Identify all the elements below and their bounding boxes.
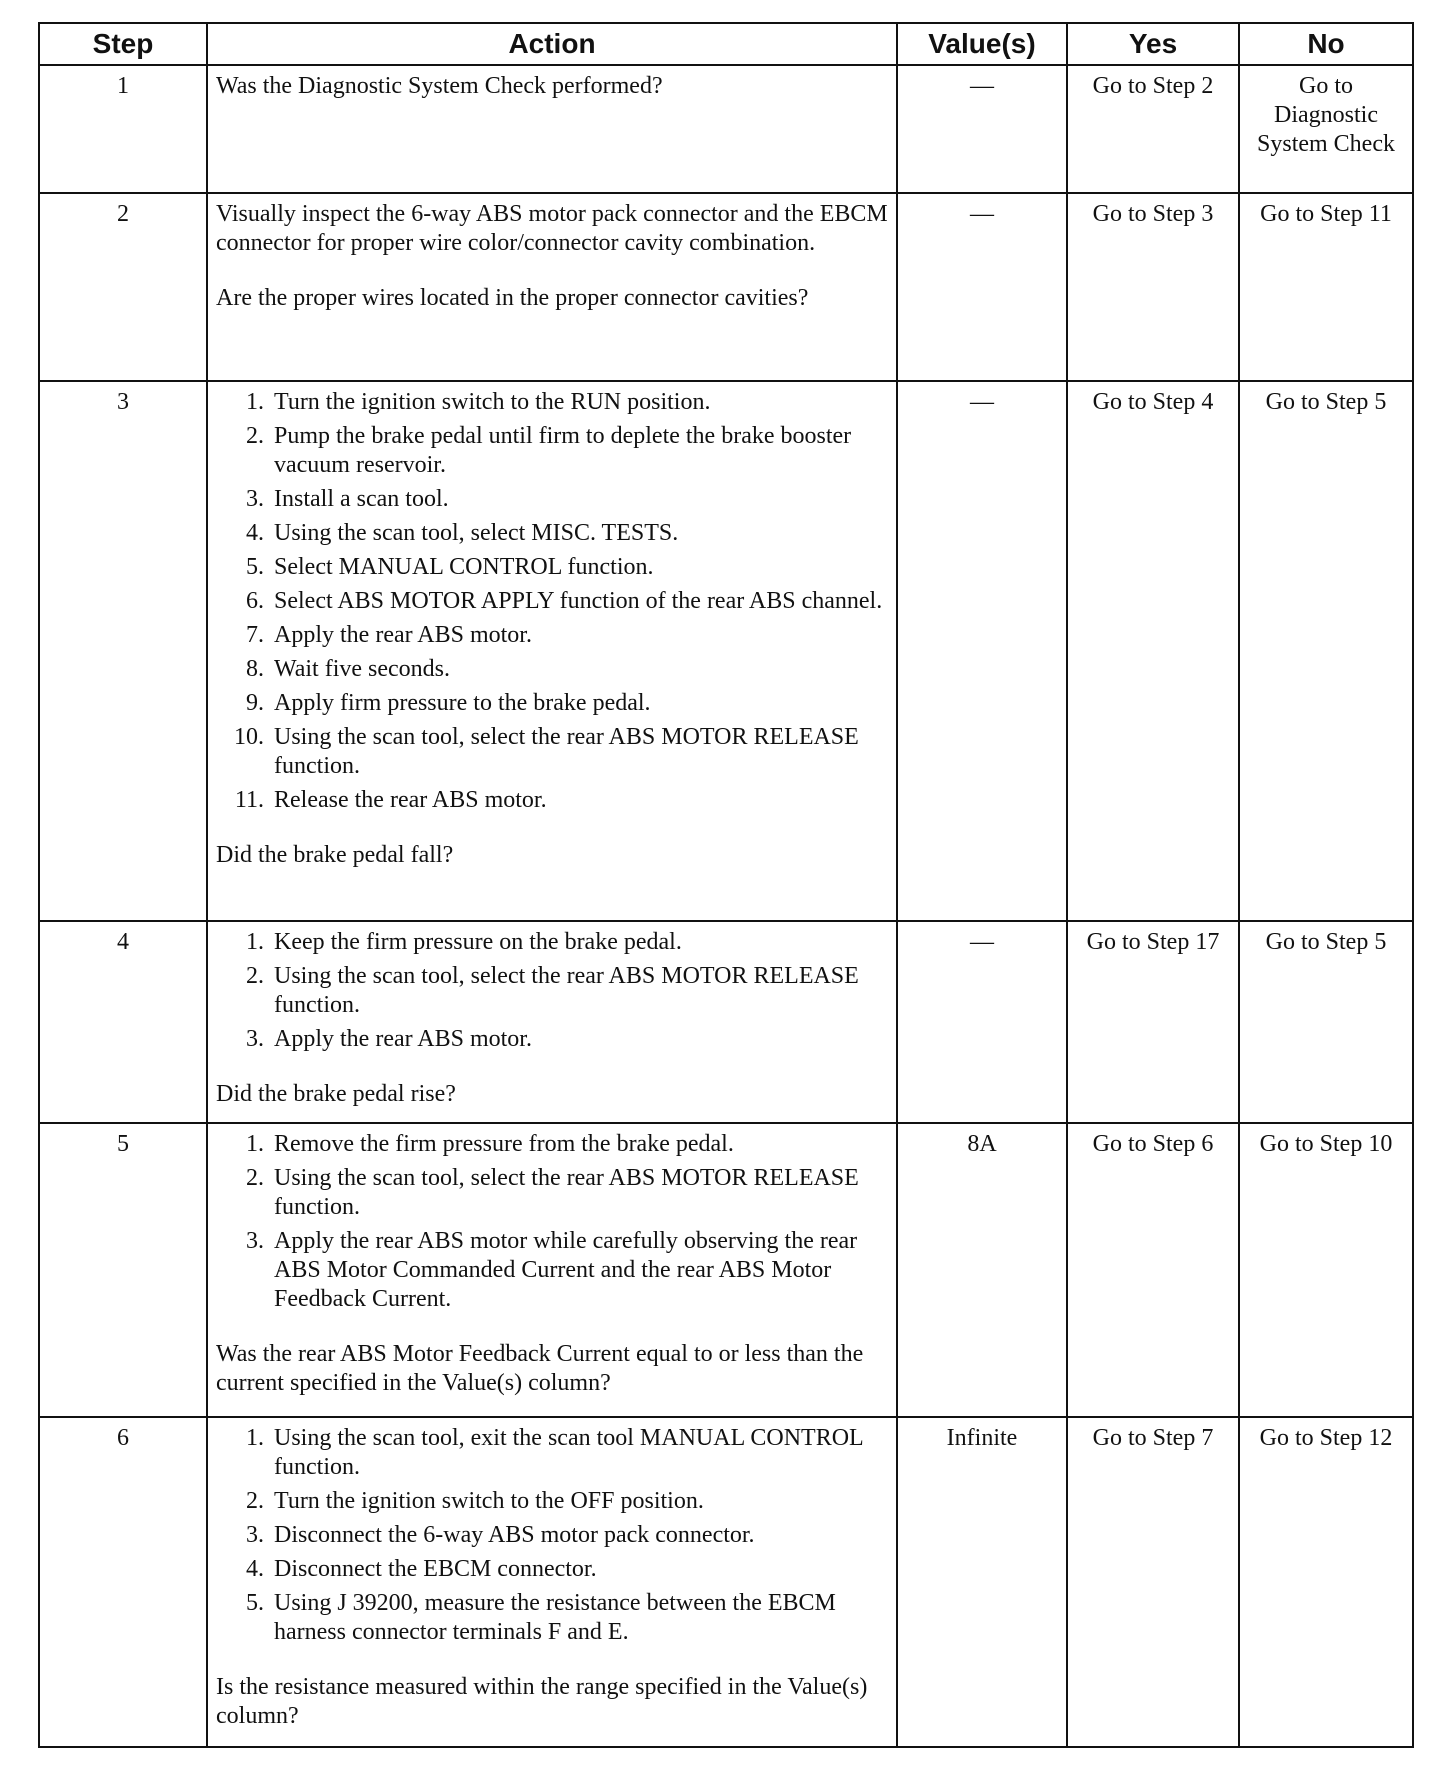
action-step-item: 4. Using the scan tool, select MISC. TESTS. [270,519,888,548]
yes-cell: Go to Step 7 [1067,1417,1239,1747]
action-cell [207,1417,897,1747]
action-step-item: 7. Apply the rear ABS motor. [270,621,888,650]
action-step-item: 2. Using the scan tool, select the rear ABS MOTOR RELEASE function. [270,1164,888,1222]
step-number: 5 [39,1123,207,1417]
action-cell [207,921,897,1123]
value-cell: — [897,193,1067,381]
action-question: Was the rear ABS Motor Feedback Current equal to or less than the current specified in the Value(s) column? [216,1341,864,1396]
no-cell: Go to Step 12 [1239,1417,1413,1747]
action-question: Was the Diagnostic System Check performed? [216,73,663,99]
step-number: 6 [39,1417,207,1747]
header-yes: Yes [1067,23,1239,65]
action-step-item: 9. Apply firm pressure to the brake pedal. [270,689,888,718]
table-row [39,1417,1413,1747]
no-cell: Go to Diagnostic System Check [1239,65,1413,193]
header-action: Action [207,23,897,65]
value-cell: 8A [897,1123,1067,1417]
action-step-list [216,928,888,1054]
action-step-item: 1. Turn the ignition switch to the RUN position. [270,388,888,417]
action-step-list [216,1130,888,1314]
diagnostic-table [38,22,1414,1748]
action-step-list [216,1424,888,1647]
action-step-item: 1. Using the scan tool, exit the scan tool MANUAL CONTROL function. [270,1424,888,1482]
action-intro: Visually inspect the 6-way ABS motor pack connector and the EBCM connector for proper wire color/connector cavity combination. [216,201,888,256]
action-cell [207,65,897,193]
step-number: 1 [39,65,207,193]
action-cell [207,1123,897,1417]
action-step-item: 3. Apply the rear ABS motor while carefully observing the rear ABS Motor Commanded Current and the rear ABS Motor Feedback Current. [270,1227,888,1314]
action-step-item: 3. Disconnect the 6-way ABS motor pack connector. [270,1521,888,1550]
yes-cell: Go to Step 17 [1067,921,1239,1123]
header-values: Value(s) [897,23,1067,65]
action-step-item: 5. Using J 39200, measure the resistance between the EBCM harness connector terminals F and E. [270,1589,888,1647]
action-step-item: 6. Select ABS MOTOR APPLY function of the rear ABS channel. [270,587,888,616]
header-row [39,23,1413,65]
action-step-item: 2. Turn the ignition switch to the OFF position. [270,1487,888,1516]
value-cell: Infinite [897,1417,1067,1747]
action-step-item: 11. Release the rear ABS motor. [270,786,888,815]
action-question: Is the resistance measured within the range specified in the Value(s) column? [216,1674,868,1729]
no-cell: Go to Step 5 [1239,381,1413,921]
action-step-item: 1. Remove the firm pressure from the brake pedal. [270,1130,888,1159]
no-cell: Go to Step 5 [1239,921,1413,1123]
action-cell [207,381,897,921]
table-row [39,65,1413,193]
action-step-item: 2. Using the scan tool, select the rear ABS MOTOR RELEASE function. [270,962,888,1020]
action-step-item: 4. Disconnect the EBCM connector. [270,1555,888,1584]
action-question: Did the brake pedal rise? [216,1081,456,1107]
header-step: Step [39,23,207,65]
action-step-item: 2. Pump the brake pedal until firm to deplete the brake booster vacuum reservoir. [270,422,888,480]
action-cell [207,193,897,381]
action-step-item: 5. Select MANUAL CONTROL function. [270,553,888,582]
table-row [39,1123,1413,1417]
diagnostic-table-page [38,22,1412,1748]
value-cell: — [897,65,1067,193]
step-number: 2 [39,193,207,381]
no-cell: Go to Step 10 [1239,1123,1413,1417]
table-body [39,65,1413,1747]
action-step-item: 3. Install a scan tool. [270,485,888,514]
value-cell: — [897,921,1067,1123]
yes-cell: Go to Step 4 [1067,381,1239,921]
step-number: 4 [39,921,207,1123]
action-step-item: 3. Apply the rear ABS motor. [270,1025,888,1054]
yes-cell: Go to Step 2 [1067,65,1239,193]
no-cell: Go to Step 11 [1239,193,1413,381]
yes-cell: Go to Step 6 [1067,1123,1239,1417]
table-row [39,921,1413,1123]
action-step-item: 10. Using the scan tool, select the rear ABS MOTOR RELEASE function. [270,723,888,781]
table-row [39,381,1413,921]
table-row [39,193,1413,381]
step-number: 3 [39,381,207,921]
value-cell: — [897,381,1067,921]
action-question: Are the proper wires located in the proper connector cavities? [216,285,809,311]
header-no: No [1239,23,1413,65]
action-step-list [216,388,888,815]
action-step-item: 8. Wait five seconds. [270,655,888,684]
yes-cell: Go to Step 3 [1067,193,1239,381]
action-question: Did the brake pedal fall? [216,842,454,868]
action-step-item: 1. Keep the firm pressure on the brake pedal. [270,928,888,957]
